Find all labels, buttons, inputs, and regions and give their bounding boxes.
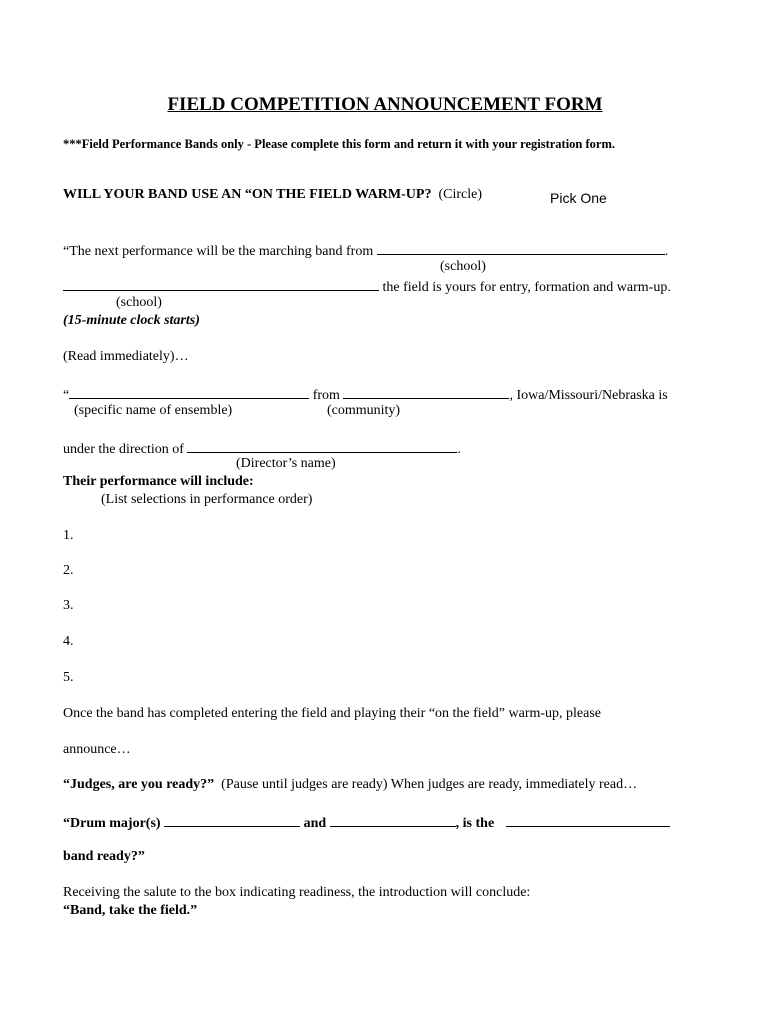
- selection-1[interactable]: 1.: [63, 528, 74, 543]
- band-take-field: “Band, take the field.”: [63, 903, 198, 918]
- band-ready: band ready?”: [63, 849, 145, 864]
- school-field-2[interactable]: [63, 277, 379, 291]
- next-performance-text: “The next performance will be the marching band from: [63, 244, 374, 259]
- circle-label: (Circle): [438, 187, 482, 202]
- ensemble-line: [63, 385, 668, 404]
- performance-include: Their performance will include:: [63, 474, 254, 489]
- director-label: (Director’s name): [236, 456, 336, 471]
- selection-2[interactable]: 2.: [63, 563, 74, 578]
- school-field-1[interactable]: [377, 241, 665, 255]
- director-line: under the direction of .: [63, 439, 461, 458]
- once-band-text: Once the band has completed entering the field and playing their “on the field” warm-up, please: [63, 706, 602, 721]
- drum-major-field[interactable]: [164, 813, 300, 827]
- open-quote: “: [63, 388, 70, 403]
- direction-of-text: under the direction of: [63, 442, 184, 457]
- form-title: FIELD COMPETITION ANNOUNCEMENT FORM: [167, 94, 603, 115]
- pause-until: (Pause until judges are ready) When judges are ready, immediately read…: [221, 777, 638, 792]
- from-text: from: [312, 388, 340, 403]
- judges-line: [63, 777, 637, 793]
- school-label-2: (school): [116, 295, 162, 310]
- warmup-question-line: [63, 187, 482, 203]
- community-field[interactable]: [343, 385, 509, 399]
- field-yours-text: the field is yours for entry, formation and warm-up.: [382, 280, 671, 295]
- is-the-text: , is the: [455, 816, 495, 831]
- states-text: , Iowa/Missouri/Nebraska is: [509, 388, 668, 403]
- drum-major-line: [63, 813, 670, 832]
- drum-major-field-2[interactable]: [330, 813, 456, 827]
- school-label-1: (school): [440, 259, 486, 274]
- list-selections: (List selections in performance order): [101, 492, 313, 507]
- field-yours-line: [63, 277, 671, 296]
- read-immediately: (Read immediately)…: [63, 349, 189, 364]
- community-label: (community): [327, 403, 401, 418]
- selection-5[interactable]: 5.: [63, 670, 74, 685]
- judges-ready: “Judges, are you ready?”: [63, 777, 215, 792]
- next-performance-line: “The next performance will be the marching band from .: [63, 241, 668, 260]
- ensemble-field[interactable]: [69, 385, 309, 399]
- announce-text: announce…: [63, 742, 131, 757]
- selection-4[interactable]: 4.: [63, 634, 74, 649]
- receiving-salute: Receiving the salute to the box indicating readiness, the introduction will conclude:: [63, 885, 531, 900]
- director-field[interactable]: [187, 439, 457, 453]
- ensemble-label: (specific name of ensemble): [74, 403, 233, 418]
- and-text: and: [303, 816, 327, 831]
- warmup-dropdown[interactable]: Pick One: [550, 190, 607, 206]
- clock-starts: (15-minute clock starts): [63, 313, 200, 328]
- drum-major-text: “Drum major(s): [63, 816, 161, 831]
- selection-3[interactable]: 3.: [63, 598, 74, 613]
- form-subtitle: ***Field Performance Bands only - Please complete this form and return it with your registration form.: [63, 137, 616, 151]
- band-name-field[interactable]: [506, 813, 670, 827]
- warmup-question: WILL YOUR BAND USE AN “ON THE FIELD WARM-UP?: [63, 187, 432, 202]
